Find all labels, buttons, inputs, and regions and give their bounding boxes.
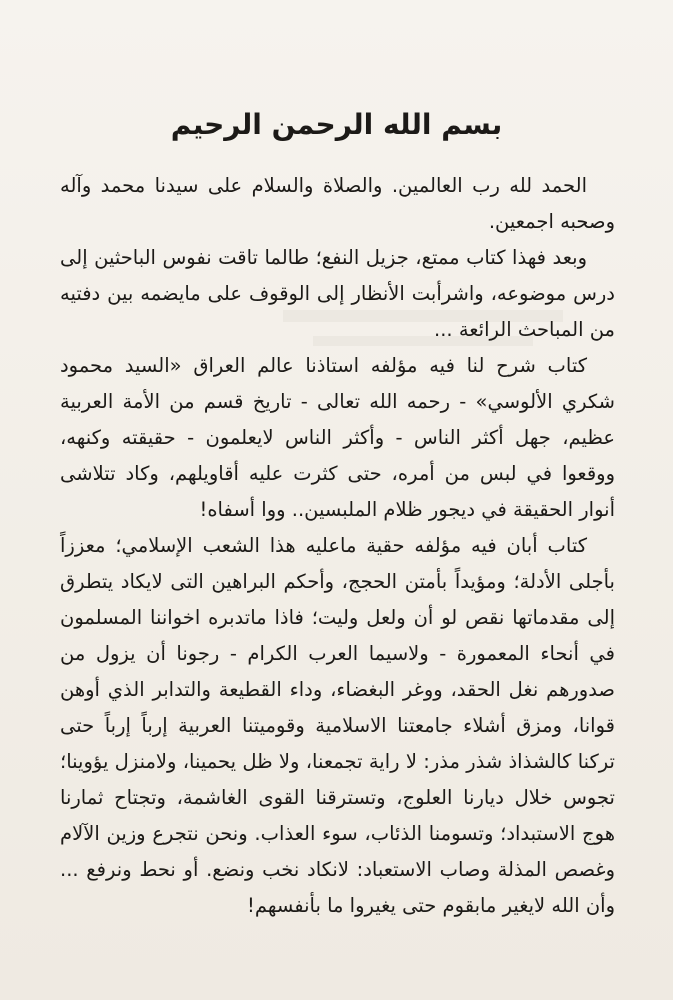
paragraph-text: كتاب شرح لنا فيه مؤلفه استاذنا عالم العراق «السيد محمود شكري الألوسي» - رحمه الله تعالى - تاريخ قسم من الأمة العربية عظيم، جهل أكثر الناس - وأكثر الناس لايعلمون - حقيقته وكنهه، ووقعوا في لبس من أمره، حتى كثرت عليه أقاويلهم، وكاد تتلاشى أنوار الحقيقة في ديجور ظلام الملبسين.. ووا أسفاه!: [60, 354, 615, 521]
paragraph-4: [60, 528, 615, 924]
basmala-title: بسم الله الرحمن الرحيم: [170, 108, 503, 141]
paragraph-2: [60, 240, 615, 348]
paragraph-text: وبعد فهذا كتاب ممتع، جزيل النفع؛ طالما تاقت نفوس الباحثين إلى درس موضوعه، واشرأبت الأنظار إلى الوقوف على مايضمه بين دفتيه من المباحث الرائعة ...: [60, 246, 615, 341]
paragraph-text: الحمد لله رب العالمين. والصلاة والسلام على سيدنا محمد وآله وصحبه اجمعين.: [60, 174, 615, 233]
paragraph-3: [60, 348, 615, 528]
paragraph-text: كتاب أبان فيه مؤلفه حقية ماعليه هذا الشعب الإسلامي؛ معززاً بأجلى الأدلة؛ ومؤيداً بأمتن الحجج، وأحكم البراهين التى لايكاد يتطرق إلى مقدماتها نقص لو أن ولعل وليت؛ فاذا ماتدبره اخواننا المسلمون في أنحاء المعمورة - ولاسيما العرب الكرام - رجونا أن يزول من صدورهم نغل الحقد، ووغر البغضاء، وداء القطيعة والتدابر الذي أوهن قوانا، ومزق أشلاء جامعتنا الاسلامية وقوميتنا العربية إرباً إرباً حتى تركنا كالشذاذ شذر مذر: لا راية تجمعنا، ولا ظل يحمينا، ولامنزل يؤوينا؛ تجوس خلال ديارنا العلوج، وتسترقنا القوى الغاشمة، وتجتاح ثمارنا هوج الاستبداد؛ وتسومنا الذئاب، سوء العذاب. ونحن نتجرع وزين الآلام وغصص المذلة وصاب الاستعباد: لانكاد نخب ونضع. أو نحط ونرفع ... وأن الله لايغير مابقوم حتى يغيروا ما بأنفسهم!: [60, 534, 615, 917]
paragraph-1: [60, 168, 615, 240]
